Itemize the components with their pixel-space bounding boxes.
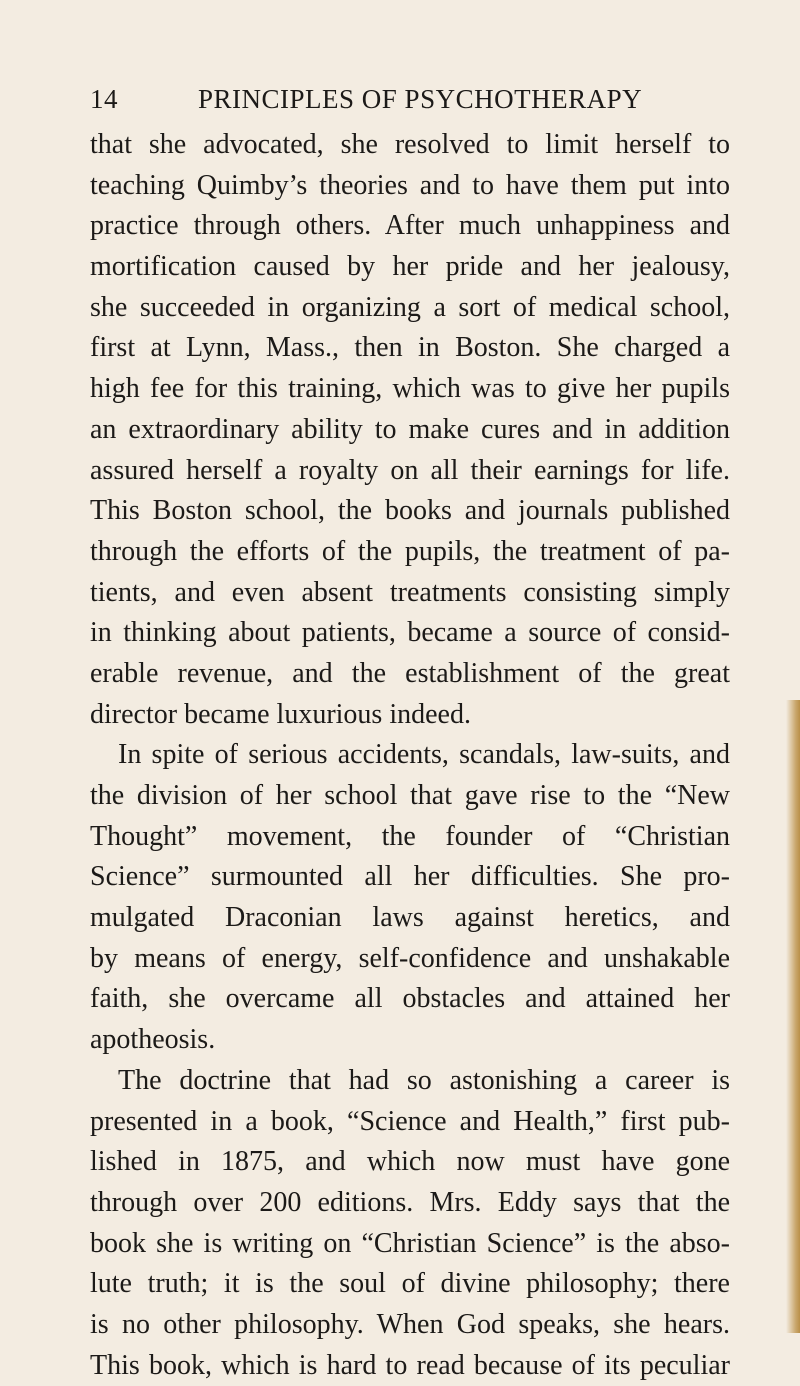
body-text (90, 125, 730, 1386)
text-line: This Boston school, the books and journals published (90, 495, 730, 527)
text-line: in thinking about patients, became a source of consid- (90, 617, 730, 649)
running-title: PRINCIPLES OF PSYCHOTHERAPY (198, 84, 643, 114)
text-line: director became luxurious indeed. (90, 698, 471, 730)
text-line: The doctrine that had so astonishing a career is (118, 1064, 730, 1096)
text-line: faith, she overcame all obstacles and attained her (90, 983, 730, 1015)
text-line: mortification caused by her pride and her jealousy, (90, 251, 730, 283)
text-line: erable revenue, and the establishment of the great (90, 657, 730, 689)
text-line: is no other philosophy. When God speaks, she hears. (90, 1308, 730, 1340)
text-line: assured herself a royalty on all their earnings for life. (90, 454, 730, 486)
text-line: first at Lynn, Mass., then in Boston. She charged a (90, 332, 730, 364)
text-line: practice through others. After much unhappiness and (90, 210, 730, 242)
page-edge-shading (786, 700, 800, 1333)
text-line: lished in 1875, and which now must have gone (90, 1146, 730, 1178)
text-line: In spite of serious accidents, scandals, law-suits, and (118, 739, 730, 771)
text-line: Science” surmounted all her difficulties. She pro- (90, 861, 730, 893)
page-header (90, 84, 730, 118)
text-line: through the efforts of the pupils, the treatment of pa- (90, 535, 730, 567)
text-line: through over 200 editions. Mrs. Eddy says that the (90, 1186, 730, 1218)
text-line: lute truth; it is the soul of divine philosophy; there (90, 1268, 730, 1300)
text-line: high fee for this training, which was to give her pupils (90, 373, 730, 405)
text-line: tients, and even absent treatments consisting simply (90, 576, 730, 608)
text-line: This book, which is hard to read because of its peculiar (90, 1349, 730, 1381)
text-line: an extraordinary ability to make cures and in addition (90, 413, 730, 445)
text-line: apotheosis. (90, 1024, 216, 1056)
text-line: book she is writing on “Christian Science” is the abso- (90, 1227, 730, 1259)
text-line: presented in a book, “Science and Health,” first pub- (90, 1105, 730, 1137)
text-line: she succeeded in organizing a sort of medical school, (90, 291, 730, 323)
text-line: teaching Quimby’s theories and to have them put into (90, 169, 730, 201)
text-line: that she advocated, she resolved to limit herself to (90, 129, 730, 160)
page-number: 14 (90, 84, 118, 114)
text-line: the division of her school that gave rise to the “New (90, 780, 730, 811)
text-line: mulgated Draconian laws against heretics, and (90, 902, 730, 934)
text-line: Thought” movement, the founder of “Christian (90, 820, 730, 852)
text-line: by means of energy, self-confidence and unshakable (90, 942, 730, 974)
